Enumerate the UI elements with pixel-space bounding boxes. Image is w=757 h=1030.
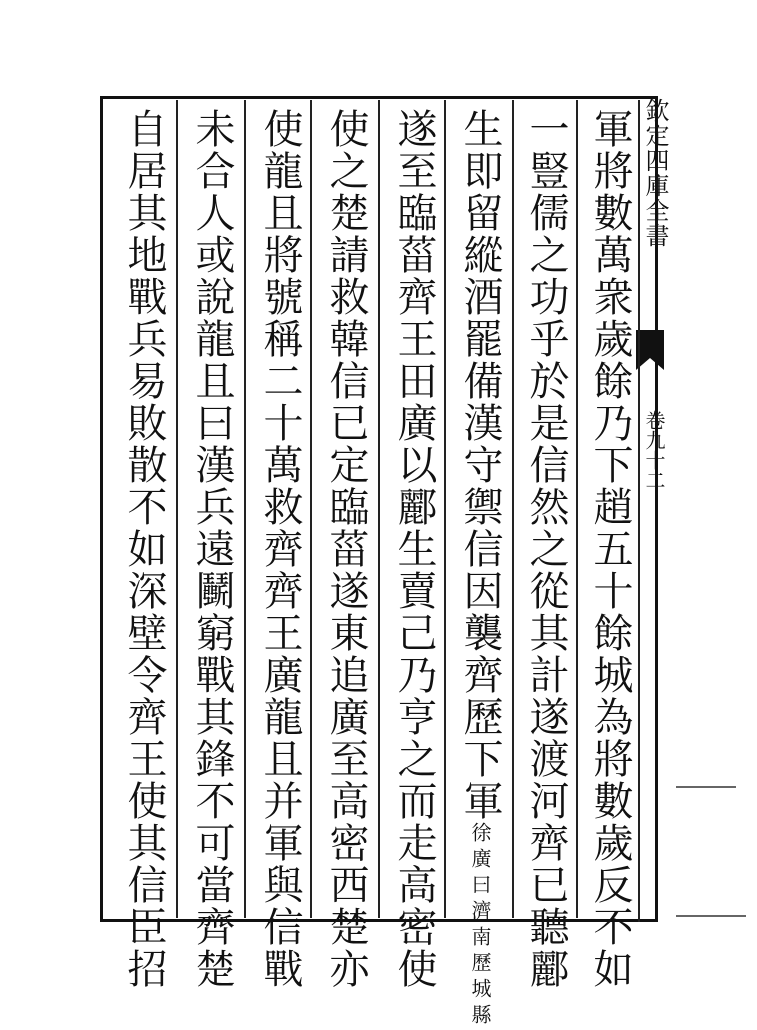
column-rule (576, 100, 578, 918)
column-rule (512, 100, 514, 918)
column-3-main: 生即留縱酒罷備漢守禦信因襲齊歷下軍 (457, 108, 503, 822)
text-column-1: 軍將數萬衆歲餘乃下趙五十餘城為將數歲反不如 (587, 108, 633, 990)
text-column-7: 未合人或說龍且曰漢兵遠鬭窮戰其鋒不可當齊楚 (189, 108, 235, 990)
text-column-5: 使之楚請救韓信已定臨菑遂東追廣至高密西楚亦 (323, 108, 369, 990)
column-rule (444, 100, 446, 918)
text-column-2: 一豎儒之功乎於是信然之從其計遂渡河齊已聽酈 (523, 108, 569, 990)
text-column-3 (452, 108, 508, 1030)
margin-mark (676, 915, 746, 917)
text-column-4: 遂至臨菑齊王田廣以酈生賣己乃亨之而走高密使 (391, 108, 437, 990)
margin-mark (676, 786, 736, 788)
fold-title: 欽定四庫全書 (641, 98, 669, 248)
column-rule (378, 100, 380, 918)
interlinear-note: 徐廣曰濟南歷城縣 (468, 822, 492, 1030)
text-column-8: 自居其地戰兵易敗散不如深壁令齊王使其信臣招 (121, 108, 167, 990)
juan-label: 卷九十二 (642, 410, 666, 490)
column-rule (244, 100, 246, 918)
column-rule (176, 100, 178, 918)
column-rule (310, 100, 312, 918)
text-column-6: 使龍且將號稱二十萬救齊齊王廣龍且并軍與信戰 (257, 108, 303, 990)
column-rule (638, 100, 640, 922)
